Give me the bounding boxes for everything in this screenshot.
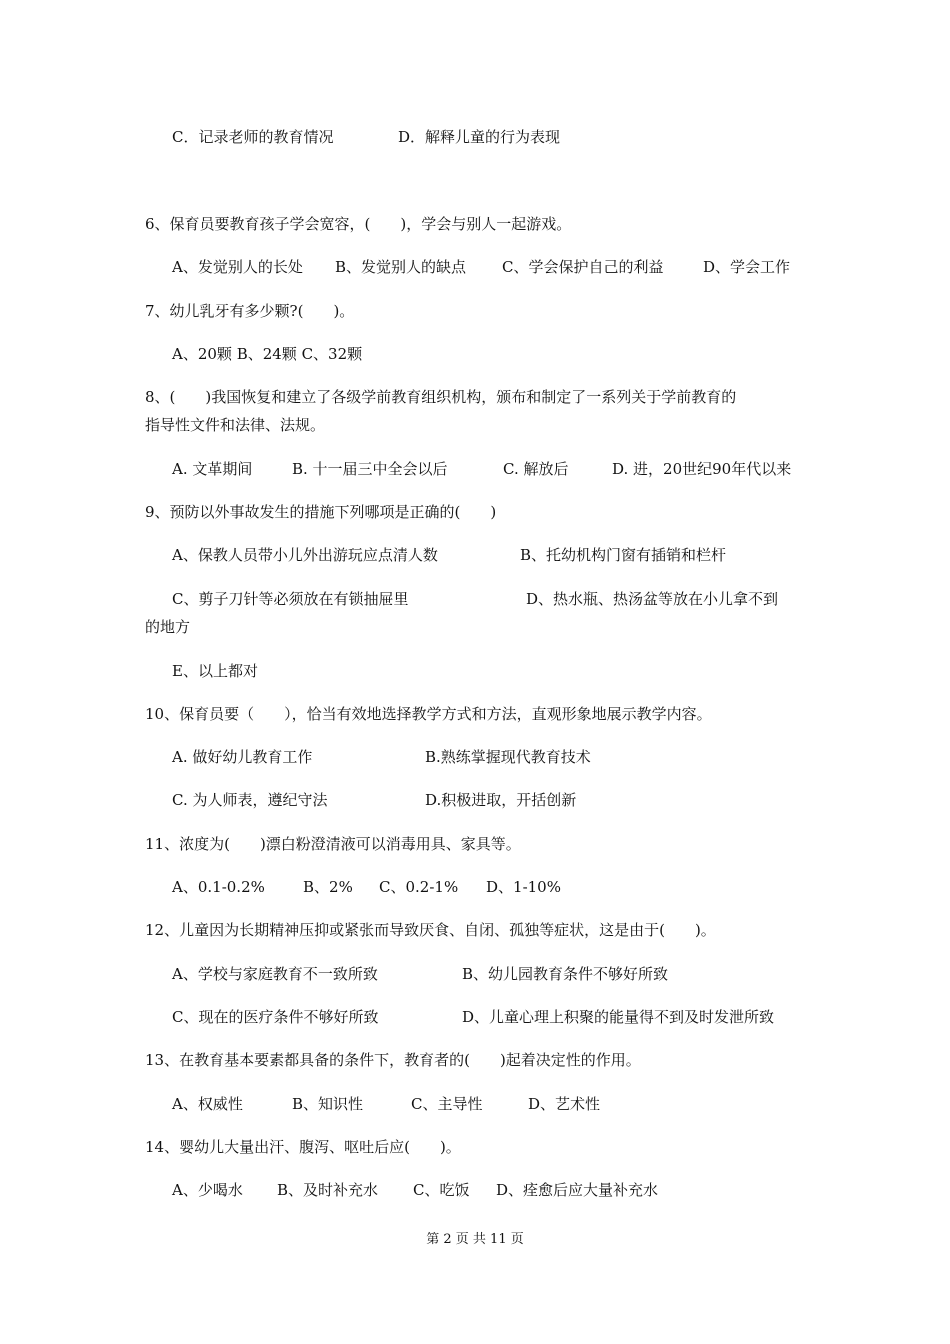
q8-option-d: D. 进，20世纪90年代以来 [612,460,792,478]
q10-option-a: A. 做好幼儿教育工作 [172,748,313,766]
q11-stem: 11、浓度为( )漂白粉澄清液可以消毒用具、家具等。 [145,835,521,853]
q13-option-c: C、主导性 [411,1095,483,1113]
q5-option-c: C．记录老师的教育情况 [172,128,334,146]
q8-option-a: A. 文革期间 [172,460,253,478]
q9-option-d-wrap: 的地方 [145,618,191,636]
q6-option-b: B、发觉别人的缺点 [335,258,467,276]
q14-option-a: A、少喝水 [172,1181,243,1199]
q14-option-d: D、痊愈后应大量补充水 [496,1181,659,1199]
q9-option-a: A、保教人员带小儿外出游玩应点清人数 [172,546,438,564]
q6-option-c: C、学会保护自己的利益 [502,258,664,276]
q8-option-c: C. 解放后 [503,460,569,478]
q9-stem: 9、预防以外事故发生的措施下列哪项是正确的( ) [145,503,497,521]
q8-stem-line2: 指导性文件和法律、法规。 [145,416,326,434]
page-footer: 第 2 页 共 11 页 [426,1232,524,1247]
q14-option-b: B、及时补充水 [277,1181,379,1199]
q12-option-b: B、幼儿园教育条件不够好所致 [462,965,669,983]
q10-stem: 10、保育员要（ ），恰当有效地选择教学方式和方法，直观形象地展示教学内容。 [145,705,712,723]
q11-option-d: D、1-10% [486,878,561,896]
q12-stem: 12、儿童因为长期精神压抑或紧张而导致厌食、自闭、孤独等症状，这是由于( )。 [145,921,716,939]
q11-option-b: B、2% [303,878,353,896]
q10-option-c: C. 为人师表，遵纪守法 [172,791,328,809]
q6-option-d: D、学会工作 [703,258,791,276]
q9-option-c: C、剪子刀针等必须放在有锁抽屉里 [172,590,409,608]
q9-option-e: E、以上都对 [172,662,258,680]
q13-option-b: B、知识性 [292,1095,364,1113]
q14-stem: 14、婴幼儿大量出汗、腹泻、呕吐后应( )。 [145,1138,461,1156]
q13-stem: 13、在教育基本要素都具备的条件下，教育者的( )起着决定性的作用。 [145,1051,641,1069]
q12-option-c: C、现在的医疗条件不够好所致 [172,1008,379,1026]
q10-option-d: D.积极进取，开括创新 [425,791,577,809]
q9-option-d: D、热水瓶、热汤盆等放在小儿拿不到 [526,590,779,608]
q5-option-d: D．解释儿童的行为表现 [398,128,561,146]
q11-option-a: A、0.1-0.2% [172,878,265,896]
q10-option-b: B.熟练掌握现代教育技术 [425,748,591,766]
q11-option-c: C、0.2-1% [379,878,459,896]
q8-option-b: B. 十一届三中全会以后 [292,460,448,478]
q7-stem: 7、幼儿乳牙有多少颗?( )。 [145,302,355,320]
q9-option-b: B、托幼机构门窗有插销和栏杆 [520,546,727,564]
q12-option-d: D、儿童心理上积聚的能量得不到及时发泄所致 [462,1008,775,1026]
q6-option-a: A、发觉别人的长处 [172,258,303,276]
q8-stem-line1: 8、( )我国恢复和建立了各级学前教育组织机构，颁布和制定了一系列关于学前教育的 [145,388,737,406]
q12-option-a: A、学校与家庭教育不一致所致 [172,965,378,983]
q13-option-a: A、权威性 [172,1095,243,1113]
q7-options: A、20颗 B、24颗 C、32颗 [172,345,363,363]
q13-option-d: D、艺术性 [528,1095,601,1113]
q6-stem: 6、保育员要教育孩子学会宽容，( )，学会与别人一起游戏。 [145,215,572,233]
q14-option-c: C、吃饭 [413,1181,470,1199]
